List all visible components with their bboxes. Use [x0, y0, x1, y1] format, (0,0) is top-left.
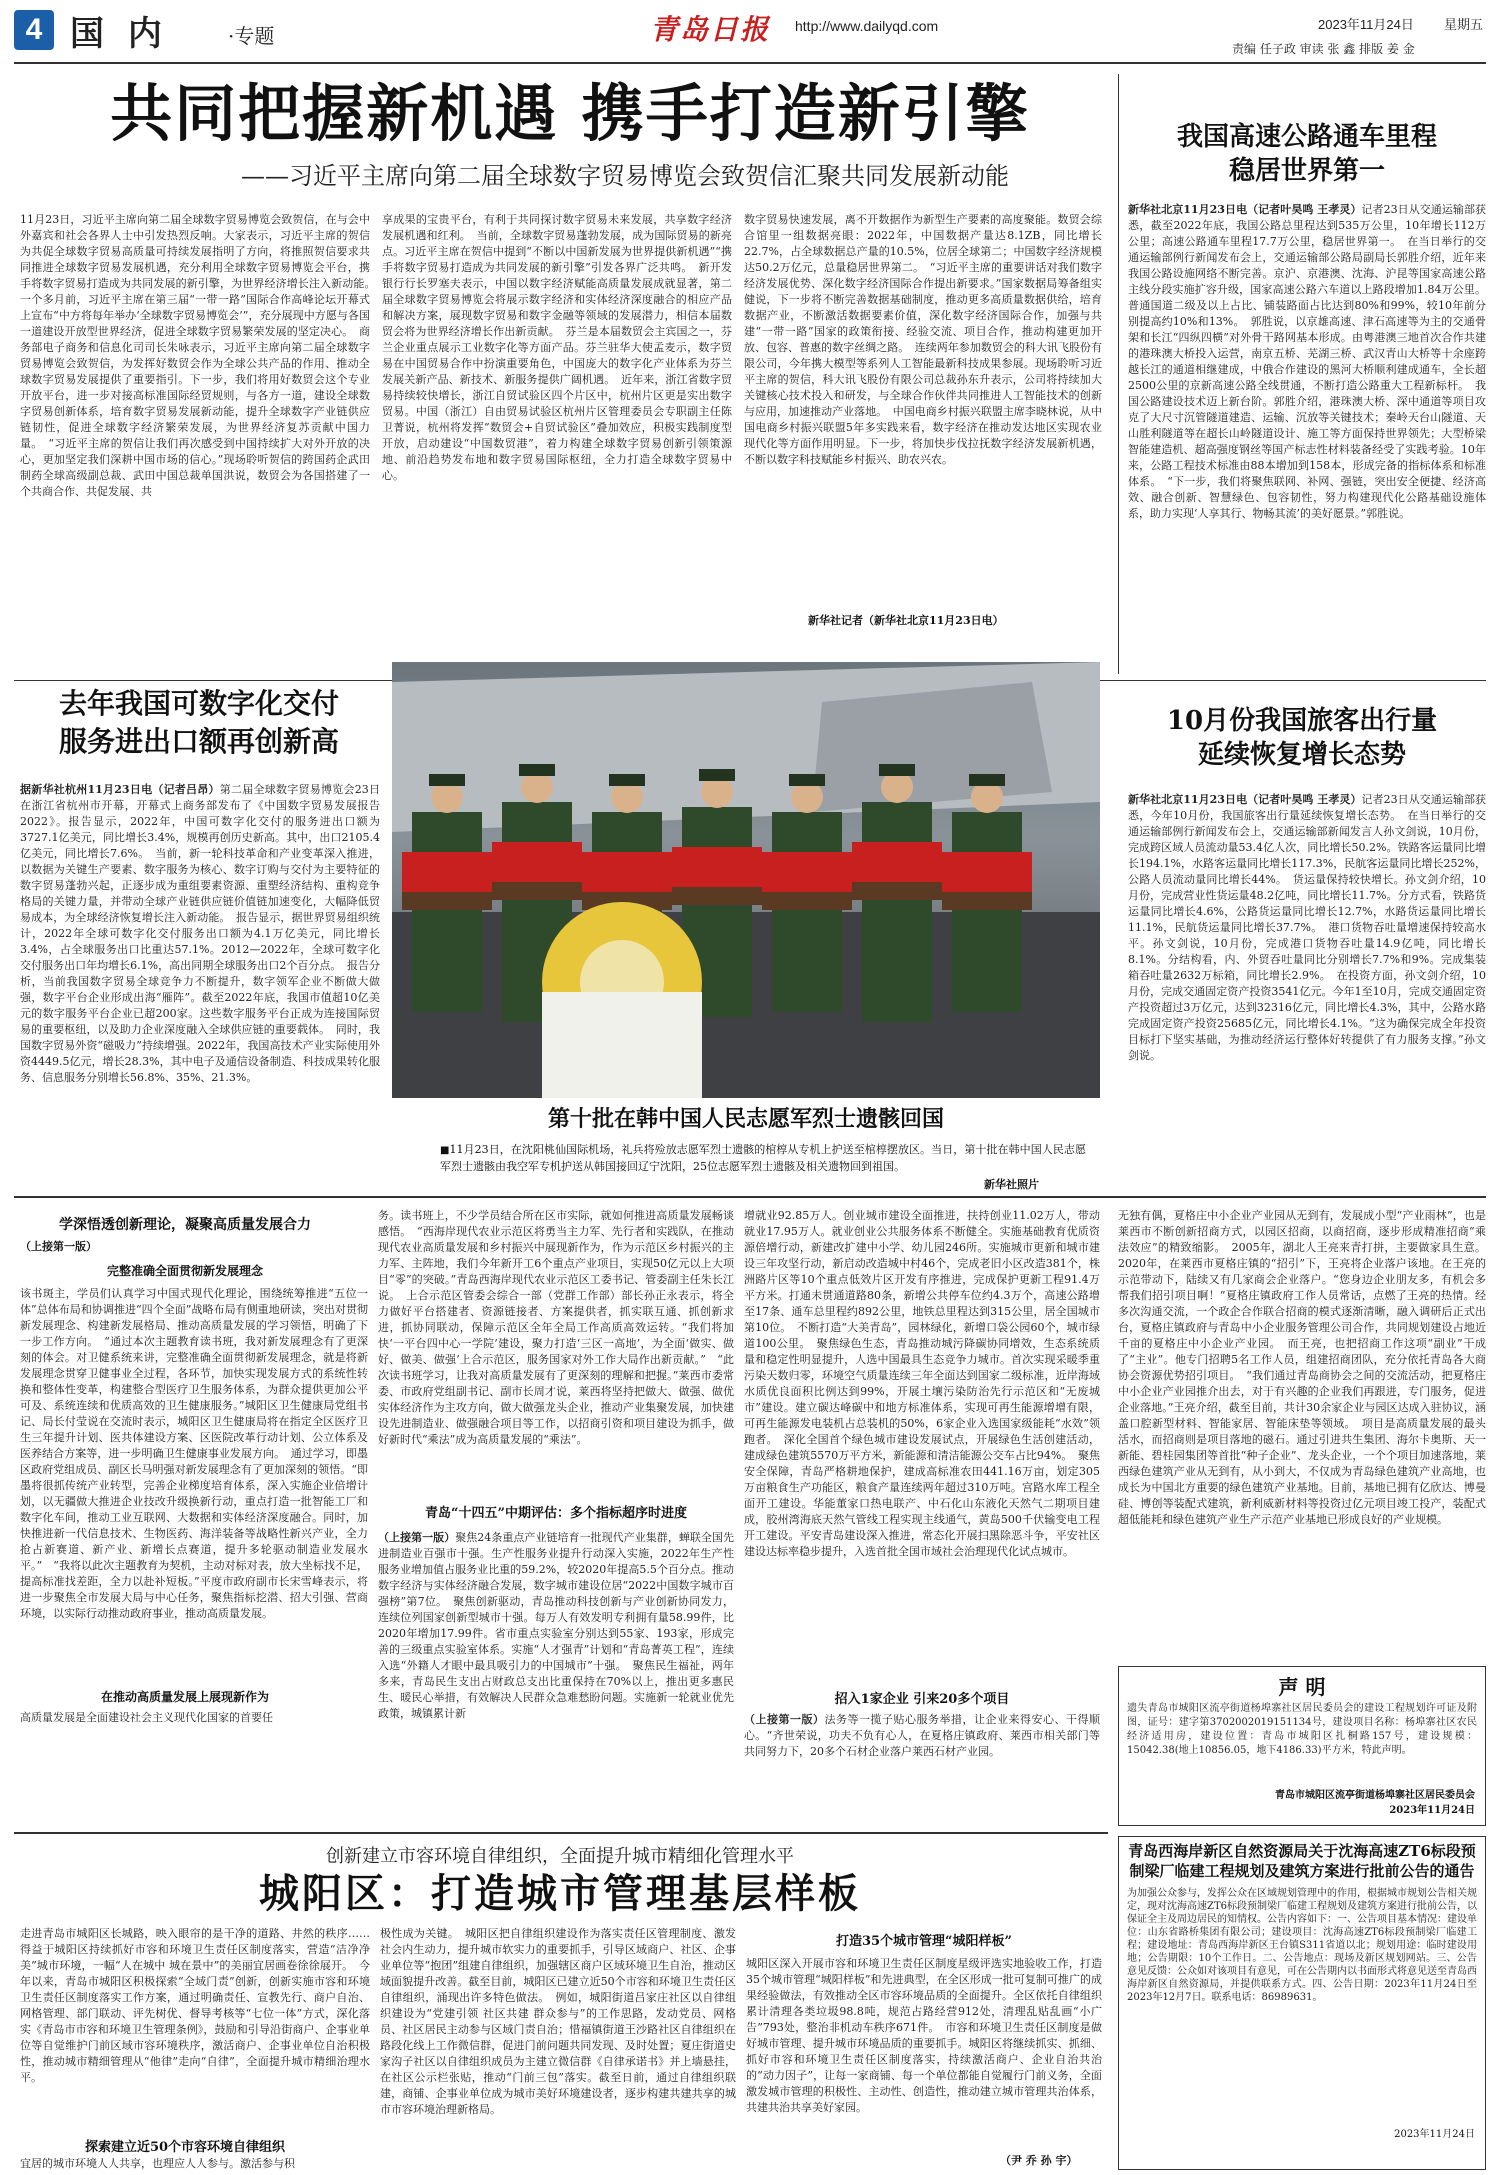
right2-dateline: 新华社北京11月23日电（记者叶昊鸣 王孝灵）: [1128, 793, 1362, 806]
chengyang-col3-sub: 打造35个城市管理“城阳样板”: [835, 1934, 1013, 1949]
right1-dateline: 新华社北京11月23日电（记者叶昊鸣 王孝灵）: [1128, 203, 1362, 216]
left2-body: [20, 782, 380, 1172]
lead-subtitle: ——习近平主席向第二届全球数字贸易博览会致贺信汇聚共同发展新动能: [241, 162, 1009, 190]
masthead: [0, 0, 1500, 62]
left2-title-line1: 去年我国可数字化交付: [58, 687, 339, 720]
local-col3-title: 招入1家企业 引来20多个项目: [834, 1692, 1010, 1707]
editors-line: 责编 任子政 审读 张 鑫 排版 姜 金: [1232, 42, 1415, 56]
local-col1-title: 学深悟透创新理论，凝聚高质量发展合力: [59, 1217, 311, 1233]
chengyang-title: 城阳区：打造城市管理基层样板: [259, 1870, 861, 1917]
local-col3-tag: （上接第一版）: [744, 1713, 825, 1726]
notice-signer: 青岛市城阳区流亭街道杨埠寨社区居民委员会: [1275, 1790, 1475, 1801]
paper-url: http://www.dailyqd.com: [795, 18, 939, 34]
local-col3-text: 法务等一揽子贴心服务举措，让企业来得安心、干得顺心。“齐世荣说，功夫不负有心人，在夏格庄镇政府、莱西市相关部门等共同努力下，20多个石材企业落户莱西石材产业园。: [744, 1713, 1100, 1758]
left2-title-line2: 服务进出口额再创新高: [58, 725, 339, 758]
notice-date: 2023年11月24日: [1389, 1805, 1475, 1816]
paper-logo: 青岛日报: [650, 13, 771, 46]
local-col1-body2: 高质量发展是全面建设社会主义现代化国家的首要任: [20, 1711, 273, 1724]
local-col1-tag: （上接第一版）: [20, 1240, 97, 1253]
photo-credit: 新华社照片: [984, 1178, 1039, 1191]
photo-illustration: [392, 662, 1100, 1098]
local-col3-body2: [744, 1712, 1100, 1760]
chengyang-col1: 走进青岛市城阳区长城路，映入眼帘的是干净的道路、井然的秩序……得益于城阳区持续抓好市容和环境卫生责任区制度落实，营造“洁净净美”城市环境，一幅“人在城中 城在景中”的美丽宜居画卷徐徐展开。 今年以来，青岛市城阳区积极探索“全域门责”创新，创新实施市容和环境卫生责任区制度落实工作方案，通过明确责任、宣教先行、商户自治、网格管理、部门联动、评先树优、督导考核等“七位一体”方式，深化落实《青岛市市容和环境卫生管理条例》，鼓励和引导沿街商户、企事业单位等自觉维护门前区域市容环境秩序，激活商户、企事业单位自治积极性，推动城市精细管理从“他律”走向“自律”，全面提升城市精细治理水平。: [20, 1927, 370, 2084]
local-col1-sub2: 在推动高质量发展上展现新作为: [100, 1690, 269, 1704]
chengyang-credit: （尹 乔 孙 宇）: [1000, 2154, 1078, 2167]
issue-date: 2023年11月24日: [1318, 17, 1414, 32]
masthead-rule: [14, 62, 1486, 64]
local-col2-body: 务。读书班上，不少学员结合所在区市实际，就如何推进高质量发展畅谈感悟。 “西海岸现代农业示范区将勇当主力军、先行者和实践队，在推动现代农业高质量发展和乡村振兴中展现新作为，作为示范区乡村振兴的主力军、主阵地，我们今年新开工6个重点产业项目，实现50亿元以上大项目“零”的突破。”青岛西海岸现代农业示范区工委书记、管委副主任朱长江说。 上合示范区管委会综合一部（党群工作部）部长孙正永表示，将全力做好平台搭建者、资源链接者、方案提供者，抓实联互通、抓创新求进，抓协同联动，保障示范区全年全局工作高质高效运转。“我们将加快‘一平台四中心一学院’建设，聚力打造‘三区一高地’，为全面‘做实、做好、做美、做强’上合示范区，服务国家对外工作大局作出新贡献。” “此次读书班学习，让我对高质量发展有了更深刻的理解和把握。”莱西市委常委、市政府党组副书记、副市长周才说，莱西将坚持把做大、做强、做优实体经济作为主攻方向，做大做强龙头企业，推动产业集聚发展，加快建设先进制造业、做强融合项目等工作，以招商引资和项目建设为抓手，做好新时代“乘法”成为高质量发展的“乘法”。: [378, 1209, 734, 1446]
page-number-badge: 4: [14, 10, 54, 50]
issue-weekday: 星期五: [1444, 17, 1484, 32]
chengyang-col1-tail: 宜居的城市环境人人共享，也理应人人参与。激活参与积: [20, 2157, 295, 2170]
right1-title-line2: 稳居世界第一: [1228, 156, 1385, 186]
lead-credit: 新华社记者（新华社北京11月23日电）: [808, 614, 1004, 627]
mid-rule-3: [14, 1832, 1108, 1834]
photo-title: 第十批在韩中国人民志愿军烈士遗骸回国: [547, 1106, 944, 1132]
chengyang-col1-sub: 探索建立近50个市容环境自律组织: [84, 2140, 286, 2155]
section-sub: ·专题: [228, 24, 275, 48]
local-col2-body2: [378, 1530, 734, 1734]
local-col3-body: 增就业92.85万人。创业城市建设全面推进，扶持创业11.02万人，带动就业17.95万人。就业创业公共服务体系不断健全。实施基础教育优质资源倍增行动，新建改扩建中小学、幼儿园246所。实施城市更新和城市建设三年攻坚行动，新启动改造城中村46个，完成老旧小区改造381个，株洲路片区等10个重点低效片区开发有序推进，完成保护更新工程91.4万平方米。打通未贯通道路80条，新增公共停车位约4.3万个，高速公路增至17条、通车总里程约892公里，地铁总里程达到315公里，居全国城市第10位。 不断打造“大美青岛”，园林绿化，新增口袋公园60个，城市绿道100公里。 聚焦绿色生态，青岛推动城污降碳协同增效，生态系统质量和稳定性明显提升，人选中国最具生态竞争力城市。首次实现采暖季重污染天数归零，环境空气质量连续三年全面达到国家二级标准，近岸海域水质优良面积比例达到99%，开展土壤污染防治先行示范区和“无废城市”建设。建立碳达峰碳中和地方标准体系，实现可再生能源增增有限，可再生能源发电装机占总装机的50%，6家企业入选国家级能耗“水效”领跑者。 深化全国首个绿色城市建设发展试点，开展绿色生活创建活动，建成绿色建筑5570万平方米，新能源和清洁能源公交车占比94%。 聚焦安全保障，青岛严格耕地保护，建成高标准农田441.16万亩，划定305万亩粮食生产功能区，粮食产量连续两年超过310万吨。宫路水库工程全面开工建设。华能董家口热电联产、中石化山东液化天然气二期项目建成，胶州湾海底天然气管线工程实现主线通气，黄岛500千伏输变电工程开工建设。平安青岛建设深入推进，常态化开展扫黑除恶斗争，平安社区建设达标率稳步提升，入选首批全国市域社会治理现代化试点城市。: [744, 1209, 1100, 1558]
photo-caption: ■11月23日，在沈阳桃仙国际机场，礼兵将殓放志愿军烈士遗骸的棺椁从专机上护送至棺椁摆放区。当日，第十批在韩中国人民志愿军烈士遗骸由我空军专机护送从韩国接回辽宁沈阳，25位志愿军烈士遗骸及相关遗物回到祖国。: [440, 1143, 1086, 1173]
zt6-notice-date: 2023年11月24日: [1394, 2129, 1475, 2140]
left2-dateline: 据新华社杭州11月23日电（记者吕昂）: [20, 783, 220, 796]
mid-rule-2: [14, 1196, 1486, 1198]
photo-caption-text: 11月23日，在沈阳桃仙国际机场，礼兵将殓放志愿军烈士遗骸的棺椁从专机上护送至棺椁摆放区。当日，第十批在韩中国人民志愿军烈士遗骸由我空军专机护送从韩国接回辽宁沈阳，25位志愿军烈士遗骸及相关遗物回到祖国。: [440, 1143, 1086, 1173]
lead-column-1: 11月23日，习近平主席向第二届全球数字贸易博览会致贺信，在与会中外嘉宾和社会各界人士中引发热烈反响。大家表示，习近平主席的贺信为共促全球数字贸易高质量可持续发展指明了方向，将推照贺信要求共同推进全球数字贸易发展机遇，充分利用全球数字贸易博览会平台，携手将数字贸易打造成为共同发展的新引擎，为世界经济增长注入新动能。 一个多月前，习近平主席在第三届“一带一路”国际合作高峰论坛开幕式上宣布“中方将每年举办‘全球数字贸易博览会’”，充分展现中方愿与各国一道建设开放型世界经济，促进全球数字贸易繁荣发展的坚定决心。 商务部电子商务和信息化司司长朱咏表示，习近平主席向第二届全球数字贸易博览会致贺信，为发挥好数贸会作为全球公共产品的作用、推动全球数字贸易发展提供了重要指引。下一步，我们将用好数贸会这个专业开放平台，进一步对接高标准国际经贸规则，与各方一道，建设全球数字贸易创新体系，培育数字贸易发展新动能，提升全球数字产业链供应链韧性，促进全球数字经济繁荣发展，为世界经济复苏贡献中国力量。 “习近平主席的贺信让我们再次感受到中国持续扩大对外开放的决心，更加坚定我们深耕中国市场的信心。”现场聆听贺信的跨国药企武田制药全球高级副总裁、武田中国总裁单国洪说，数贸会为各国搭建了一个共商合作、共促发展、共: [20, 213, 381, 498]
lead-column-2: 享成果的宝贵平台，有利于共同探讨数字贸易未来发展，共享数字经济发展机遇和红利。 当前，全球数字贸易蓬勃发展，成为国际贸易的新亮点。习近平主席在贺信中提到“不断以中国新发展为世界提供新机遇”“携手将数字贸易打造成为共同发展的新引擎”引发各界广泛共鸣。 新开发银行行长罗塞夫表示，中国以数字经济赋能高质量发展成就显著，第二届全球数字贸易博览会将展示数字经济和实体经济深度融合的相应产品和解决方案，展现数字贸易和数字金融等领域的发展潜力，相信本届数贸会将为世界经济增长作出新贡献。 芬兰是本届数贸会主宾国之一，芬兰企业重点展示工业数字化等方面产品。芬兰驻华大使孟麦示，数字贸易在中国贸易合作中扮演重要角色，中国庞大的数字化产业体系为芬兰发展关新产品、新技术、新服务提供广阔机遇。 近年来，浙江省数字贸易持续较快增长，浙江自贸试验区四个片区中，杭州片区更是实出数字贸易。中国（浙江）自由贸易试验区杭州片区管理委员会专职副主任陈卫菁说，杭州将发挥“数贸会+自贸试验区”叠加效应，积极实践制度型开放，启动建设“中国数贸港”，着力构建全球数字贸易创新引领策源地、前沿趋势发布地和数字贸易国际枢纽，全力打造全球数字贸易中心。: [382, 213, 732, 482]
local-col1-body: 该书斑主，学员们认真学习中国式现代化理论，围绕统筹推进“五位一体”总体布局和协调推进“四个全面”战略布局有侧重地研读，突出对贯彻新发展理念、构建新发展格局、推动高质量发展的学习领悟，明确了下一步工作方向。 “通过本次主题教育读书班，我对新发展理念有了更深刻的体会。对卫健系统来讲，完整准确全面贯彻新发展理念，就是将新发展理念贯穿卫健事业全过程，各环节，加快实现发展方式的系统性转换和整体性变革，构建整合型医疗卫生服务体系，为群众提供更加公平可及、系统连续和优质高效的卫生健康服务。”城阳区卫生健康局党组书记、局长付莹说在交流时表示，城阳区卫生健康局将在指定全区医疗卫生三年提升计划、医共体建设方案、区医院改革行动计划、公立体系及医养结合方案等，进一步明确卫生健康事业发展方向。 通过学习，即墨区政府党组成员、副区长马明强对新发展理念有了更加深刻的领悟。“即墨将很抓传统产业转型，完善企业梯度培育体系，深入实施企业倍增计划，以无疆做大推进企业技改升级换新行动，重点打造一批智能工厂和数字化车间，推动工业互联网、大数据和实体经济深度融合。同时，加快推进新一代信息技术、生物医药、海洋装备等战略性新兴产业，全力抢占新赛道、新产业、新增长点赛道，提升多轮驱动制造业发展水平。” “我将以此次主题教育为契机，主动对标对表，放大坐标找不足，提高标准找差距，全力以赴补短板。”平度市政府副市长宋雪峰表示，将进一步聚焦全市发展大局与中心任务，聚焦指标挖潜、招大引强、营商环境，以实际行动推动政府事业，推动高质量发展。: [20, 1287, 368, 1620]
local-col4-body: 无独有偶，夏格庄中小企业产业园从无到有，发展成小型“产业雨林”，也是莱西市不断创新招商方式，以园区招商，以商招商，逐步形成精准招商“乘法效应”的精致缩影。 2005年，湖北人王亮来青打拼，主要做家具生意。2020年，在莱西市夏格庄镇的“招引”下，王亮将企业落户该地。在王亮的示范带动下，陆续又有几家商会企业落户。“您身边企业朋友多，有机会多帮我们招引项目啊！”夏格庄镇政府工作人员常话，点燃了王亮的热情。经多次沟通交流，一个政企合作联合招商的模式逐渐清晰，融入调研后正式出台，夏格庄镇政府与青岛中小企业服务管理公司合作，共同规划建设占地近千亩的夏格庄中小企业产业园。 而王亮，也把招商工作这项“副业”干成了“主业”。他专门招聘5名工作人员，组建招商团队，充分依托青岛各大商协会资源优势招引项目。 “我们通过青岛商协会之间的交流活动，把夏格庄中小企业产业园推介出去，对于有兴趣的企业我们再跟进，专门服务，促进企业落地。”王亮介绍，截至目前，共计30余家企业与园区达成入驻协议，涵盖口腔新型材料、智能家居、智能床垫等领域。 项目是高质量发展的最头活水，而招商则是项目落地的磁石。通过引进共生集团、海尔卡奥斯、天一新能、碧桂园集团等首批“种子企业”、龙头企业，一个个项目加速落地，莱西绿色建筑产业从无到有，从小到大，不仅成为青岛绿色建筑产业高地，也成长为中国北方重要的绿色建筑产业基地。目前，基地已拥有亿欣达、博曼硅、博创等装配式建筑，新利威新材料等投资过亿元项目竣工投产，装配式超低能耗和绿色建筑产业生产示范产业基地已形成良好的产业规模。: [1118, 1209, 1486, 1526]
right1-body: [1128, 202, 1486, 676]
right1-text: 记者23日从交通运输部获悉，截至2022年底，我国公路总里程达到535万公里，10年增长112万公里；高速公路通车里程17.7万公里，稳居世界第一。 在当日举行的交通运输部例行新闻发布会上，交通运输部公路局副局长郭胜介绍，近年来我国公路设施网络不断完善。京沪、京港澳、沈海、沪昆等国家高速公路主线分段实施扩容升级，国家高速公路六车道以上路段增加1.84万公里。普通国道二级及以上占比、铺装路面占比达到80%和99%，较10年前分别提高约10%和13%。 郭胜说，以京雄高速、津石高速等为主的交通骨架和长江“四纵四横”对外骨干路网基本形成。由粤港澳三地首次合作共建的港珠澳大桥投入运营，南京五桥、芜湖三桥、武汉青山大桥等十余座跨越长江的通道相继建成，中俄合作建设的黑河大桥顺利建成通车，全长超2500公里的京新高速公路全线贯通，不断打造公路重大工程新标杆。 我国公路建设技术迈上新台阶。郭胜介绍，港珠澳大桥、深中通道等项目攻克了大尺寸沉管隧道建造、运输、沉放等关键技术；秦岭天台山隧道、天山胜利隧道等在超长山岭隧道设计、施工等方面保持世界领先；大型桥梁智能建造机、超高强度钢丝等国产标志性材料装备经受了实践考验。10年来，公路工程技术标准由88本增加到158本，形成完备的指标体系和标准体系。 “下一步，我们将聚焦联网、补网、强链，突出安全便捷、经济高效、融合创新、智慧绿色、包容韧性，努力构建现代化公路基础设施体系，助力实现‘人享其行、物畅其流’的美好愿景。”郭胜说。: [1128, 203, 1486, 520]
chengyang-col3: 城阳区深入开展市容和环境卫生责任区制度星级评选实地验收工作，打造35个城市管理“城阳样板”和先进典型，在全区形成一批可复制可推广的成果经验做法，有效推动全区市容环境品质的全面提升。全区依托自律组织累计清理各类垃圾98.8吨，规范占路经营912处，清理乱贴乱画“小广告”793处，整治非机动车秩序671件。 市容和环境卫生责任区制度是做好城市管理、提升城市环境品质的重要抓手。城阳区将继续抓实、抓细、抓好市容和环境卫生责任区制度落实，持续激活商户、企业自治共治的“动力因子”，让每一家商铺、每一个单位都能自觉履行门前义务，全面激发城市管理的积极性、主动性、创造性，推动建立城市管理共治体系，共建共治共享美好家园。: [746, 1957, 1102, 2114]
lead-vertical-rule: [1118, 74, 1119, 674]
right2-text: 记者23日从交通运输部获悉，今年10月份，我国旅客出行量延续恢复增长态势。 在当日举行的交通运输部例行新闻发布会上，交通运输部新闻发言人孙文剑说，10月份，完成跨区域人员流动量53.4亿人次，同比增长50.2%。铁路客运量同比增长194.1%，水路客运量同比增长117.3%，民航客运量同比增长252%，公路人员流动量同比增长44%。 货运量保持较快增长。孙文剑介绍，10月份，完成营业性货运量48.2亿吨，同比增长11.7%。分方式看，铁路货运量同比增长4.6%，公路货运量同比增长12.7%，水路货运量同比增长11.1%，民航货运量同比增长37.7%。 港口货物吞吐量增速保持较高水平。孙文剑说，10月份，完成港口货物吞吐量14.9亿吨，同比增长8.1%。分结构看，内、外贸吞吐量同比分别增长7.7%和9%。完成集装箱吞吐量2632万标箱，同比增长2.9%。 在投资方面，孙文剑介绍，10月份，完成交通固定资产投资3541亿元。今年1至10月，完成交通固定资产投资超过3万亿元，达到32316亿元，同比增长4.3%，其中，公路水路完成固定资产投资25685亿元，同比增长4.1%。“这为确保完成全年投资目标打下坚实基础，为推动经济运行整体好转提供了有力服务支撑。”孙文剑说。: [1128, 793, 1486, 1062]
chengyang-kicker: 创新建立市容环境自律组织，全面提升城市精细化管理水平: [326, 1846, 794, 1867]
section-name: 国 内: [70, 14, 168, 54]
local-col2-tag: （上接第一版）: [378, 1531, 456, 1544]
lead-title: 共同把握新机遇 携手打造新引擎: [110, 77, 1030, 150]
local-col2-title: 青岛“十四五”中期评估：多个指标超序时进度: [425, 1506, 687, 1521]
right2-title-line2: 延续恢复增长态势: [1197, 740, 1406, 770]
notice-box: [1118, 1666, 1486, 1826]
zt6-notice-title: 青岛西海岸新区自然资源局关于沈海高速ZT6标段预制梁厂临建工程规划及建筑方案进行批前公告的通告: [1128, 1842, 1476, 1880]
lead-column-3: 数字贸易快速发展，离不开数据作为新型生产要素的高度聚能。数贸会综合馆里一组数据亮眼：2022年，中国数据产量达8.1ZB，同比增长22.7%，占全球数据总产量的10.5%，位居全球第二；中国数字经济规模达50.2万亿元，总量稳居世界第二。 “习近平主席的重要讲话对我们数字经济发展优势、深化数字经济国际合作提出新要求。”国家数据局筹备组实健说，下一步将不断完善数据基础制度，推动更多高质量数据供给，培育数据产业，不断激活数据要素价值，深化数字经济国际合作，加强与共建“一带一路”国家的政策衔接、经验交流、项目合作，推动构建更加开放、包容、普惠的数字丝绸之路。 连续两年参加数贸会的科大讯飞股份有限公司，今年携大模型等系列人工智能最新科技成果参展。现场聆听习近平主席的贺信，科大讯飞股份有限公司总裁孙东升表示，公司将持续加大关键核心技术投入和研发，与全球合作伙伴共同推进人工智能技术的创新与应用，加速推动产业落地。 中国电商乡村振兴联盟主席李晓林说，从中国电商乡村振兴联盟5年多实践来看，数字经济在推动发达地区实现农业现代化等方面作用明显。下一步，将加快步伐拉抚数字经济发展新机遇，不断以数字科技赋能乡村振兴、助农兴农。: [744, 213, 1102, 466]
right2-title-line1: 10月份我国旅客出行量: [1166, 706, 1438, 736]
notice-body: 遗失青岛市城阳区流亭街道杨埠寨社区居民委员会的建设工程规划许可证及附图，证号：建字第3702002019151134号，建设项目名称：杨埠寨社区农民经济适用房，建设位置：青岛市城阳区扎桐路157号，建设规模：15042.38(地上10856.05，地下4186.33)平方米，特此声明。: [1127, 1703, 1477, 1756]
notice-title: 声 明: [1278, 1675, 1326, 1699]
right1-title-line1: 我国高速公路通车里程: [1176, 122, 1437, 152]
zt6-notice-body: 为加强公众参与，发挥公众在区域规划管理中的作用，根据城市规划公告相关规定，现对沈海高速ZT6标段预制梁厂临建工程规划及建筑方案进行批前公告，以保证全主及周边居民的知情权。公告内容如下：一、公告项目基本情况：建设单位：山东省路桥集团有限公司；建设项目：沈海高速ZT6标段预制梁厂临建工程；建设地址：青岛西海岸新区王台镇S311省道以北；规划用途：临时建设用地；公告期限：10个工作日。二、公告地点：现场及新区规划网站。三、公告意见反馈：公众如对该项目有意见，可在公告期内以书面形式将意见送至青岛西海岸新区自然资源局，并提供联系方式。四、公告日期：2023年11月24日至2023年12月7日。联系电话：86989631。: [1127, 1888, 1477, 2003]
local-col2-text: 聚焦24条重点产业链培育一批现代产业集群，蝉联全国先进制造业百强市十强。生产性服务业提升行动深入实施，2022年生产性服务业增加值占服务业比重的59.2%，较2020年提高5.5个百分点。推动数字经济与实体经济融合发展，数字城市建设位居“2022中国数字城市百强榜”第7位。 聚焦创新驱动，青岛推动科技创新与产业创新协同发力，连续位列国家创新型城市十强。每万人有效发明专利拥有量58.99件，比2020年增加17.99件。省市重点实验室分别达到55家、193家，形成完善的三级重点实验室体系。实施“人才强青”计划和“青岛菁英工程”，连续入选“外籍人才眼中最具吸引力的中国城市”十强。 聚焦民生福祉，两年多来，青岛民生支出占财政总支出比重保持在70%以上，推出更多惠民生、暖民心举措，有效解决人民群众急难愁盼问题。实施新一轮就业优先政策，城镇累计新: [378, 1531, 735, 1720]
local-col1-sub: 完整准确全面贯彻新发展理念: [106, 1264, 263, 1278]
right2-body: [1128, 792, 1486, 1182]
zt6-notice-box: [1118, 1836, 1486, 2170]
chengyang-col2: 极性成为关键。 城阳区把自律组织建设作为落实责任区管理制度、激发社会内生动力，提升城市软实力的重要抓手，引导区域商户、社区、企事业单位等“抱团”组建自律组织，加强辖区商户区域环境卫生自治，推动区域面貌提升改善。截至目前，城阳区已建立近50个市容和环境卫生责任区自律组织，涌现出许多特色做法。 例如，城阳街道吕家庄社区以自律组织建设为“党建引领 社区共建 群众参与”的工作思路，发动党员、网格员、社区居民主动参与区域门责自治；惜福镇街道王沙路社区自律组织在路段化线上工作微信群，促进门前问题共同发现、及时处置；夏庄街道史家沟子社区以自律组织成员为主建立微信群《自律承诺书》并上墙悬挂，在社区公示栏张贴，推动“门前三包”落实。截至日前，通过自律组织联建，商铺、企事业单位成为城市美好环境建设者，逐步构建共建共享的城市市容环境治理新格局。: [380, 1927, 736, 2116]
left2-text: 第二届全球数字贸易博览会23日在浙江省杭州市开幕，开幕式上商务部发布了《中国数字贸易发展报告2022》。报告显示，2022年，中国可数字化交付的服务进出口额为3727.1亿美元，同比增长3.4%，规模再创历史新高。其中，出口2105.4亿美元，同比增长7.6%。 当前，新一轮科技革命和产业变革深入推进，以数据为关键生产要素、数字服务为核心、数字订购与交付为主要特征的数字贸易蓬勃兴起，正逐步成为重组要素资源、重塑经济结构、重构竞争格局的关键力量，并带动全球产业链供应链价值链加速变化，大幅降低贸易成本，为全球经济恢复增长注入新动能。 报告显示，据世界贸易组织统计，2022年全球可数字化交付服务出口额为4.1万亿美元，同比增长3.4%，占全球服务出口比重达57.1%。2012—2022年，全球可数字化交付服务出口年均增长6.1%，高出同期全球服务出口2个百分点。 报告分析，当前我国数字贸易全球竞争力不断提升，数字领军企业不断做大做强，数字平台企业形成出海“雁阵”。截至2022年底，我国市值超10亿美元的数字服务平台企业已超200家。这些数字服务平台正成为连接国际贸易的重要枢纽，以及助力企业深度融入全球供应链的重要载体。 同时，我国数字贸易外资“磁吸力”持续增强。2022年，我国高技术产业实际使用外资4449.5亿元，增长28.3%，其中电子及通信设备制造、科技成果转化服务、信息服务分别增长56.8%、35%、21.3%。: [20, 783, 380, 1084]
news-photo: [392, 662, 1100, 1098]
